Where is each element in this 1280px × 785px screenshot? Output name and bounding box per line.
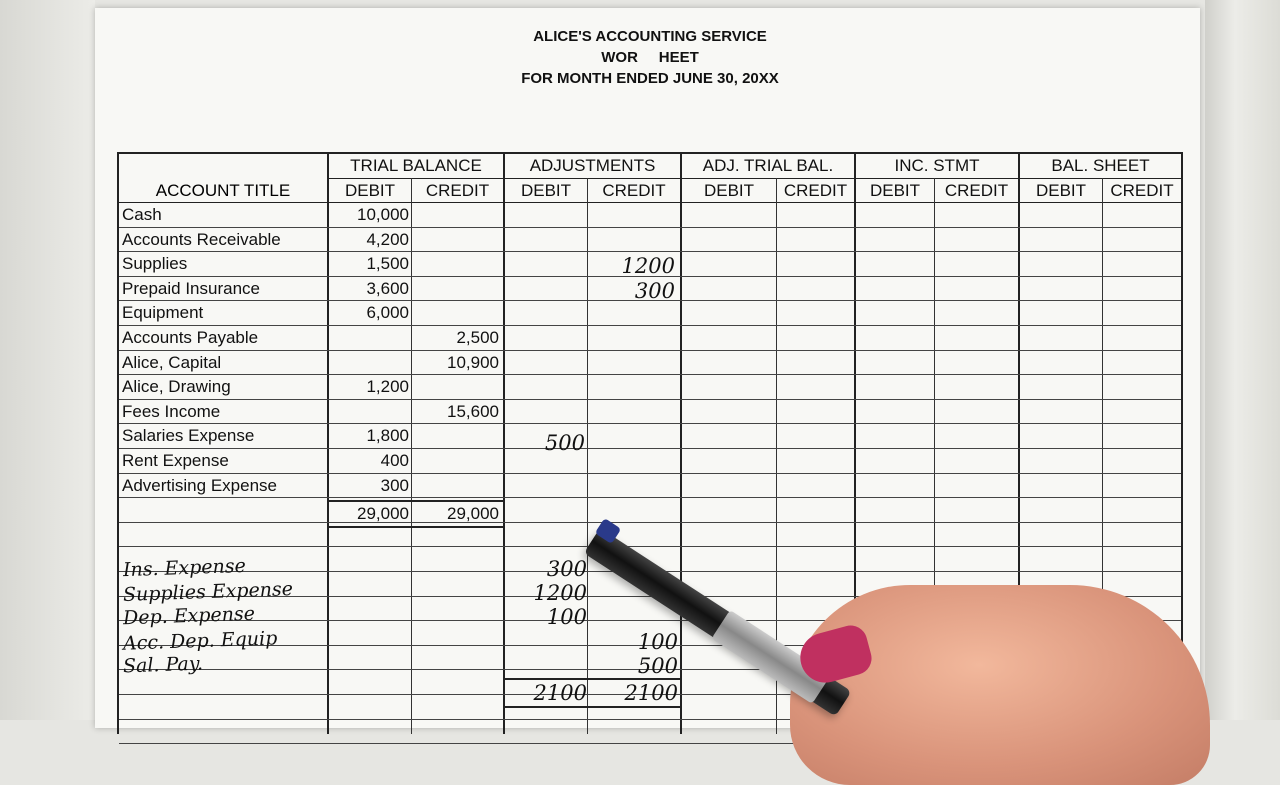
tb-total-debit: 29,000 [357, 504, 409, 523]
adj-total-debit: 2100 [533, 681, 587, 705]
tb-credit-amount [412, 252, 499, 276]
atb-group-border [680, 154, 682, 734]
tb-credit-amount [412, 228, 499, 252]
tb-credit-amount [412, 375, 499, 399]
account-name: Cash [122, 205, 162, 224]
is-credit-header: CREDIT [944, 181, 1009, 200]
tb-debit-amount [329, 351, 409, 375]
tb-debit-amount: 3,600 [366, 278, 409, 298]
account-name: Alice, Capital [122, 352, 222, 372]
tb-credit-amount: 2,500 [456, 328, 499, 347]
worksheet-header [95, 26, 1205, 89]
adj-total-credit: 2100 [624, 681, 678, 705]
account-name: Salaries Expense [122, 426, 255, 446]
atb-debit-header: DEBIT [703, 181, 755, 200]
tb-credit-amount [412, 203, 499, 227]
bs-credit-header: CREDIT [1110, 181, 1174, 200]
tb-debit-header: DEBIT [344, 181, 396, 200]
adj-debit-handwritten: 1200 [533, 581, 587, 605]
tb-credit-amount: 10,900 [447, 352, 499, 372]
account-name: Advertising Expense [122, 475, 277, 495]
adj-total-underline [505, 706, 680, 708]
tb-debit-amount: 10,000 [357, 205, 409, 224]
row-rule [119, 374, 1181, 375]
tb-debit-amount: 1,500 [366, 254, 409, 274]
document-title: WOR HEET [601, 49, 699, 66]
account-name: Rent Expense [122, 451, 229, 470]
account-name: Alice, Drawing [122, 377, 231, 397]
row-rule [119, 350, 1181, 351]
adj-credit-handwritten: 100 [637, 630, 678, 654]
header-divider-2 [119, 202, 1181, 203]
tb-debit-amount: 1,200 [366, 377, 409, 397]
background-left [0, 0, 95, 720]
handwritten-account-name: Sal. Pay. [122, 652, 204, 678]
group-title-trial-balance: TRIAL BALANCE [350, 156, 482, 175]
tb-debit-amount: 6,000 [366, 303, 409, 323]
tb-debit-amount: 300 [380, 475, 409, 495]
adj-debit-handwritten [505, 630, 587, 654]
account-name: Prepaid Insurance [122, 278, 260, 298]
row-rule [119, 546, 1181, 547]
atb-credit-header: CREDIT [783, 181, 848, 200]
group-title-adj-trial-bal: ADJ. TRIAL BAL. [702, 156, 834, 175]
tb-debit-amount: 4,200 [366, 229, 409, 249]
adj-credit-prepaid: 300 [634, 279, 675, 303]
bs-debit-header: DEBIT [1035, 181, 1087, 200]
adj-debit-handwritten: 100 [546, 605, 587, 629]
row-rule [119, 423, 1181, 424]
row-rule [119, 399, 1181, 400]
handwritten-account-name: Dep. Expense [122, 602, 256, 630]
tb-debit-amount [329, 326, 409, 350]
background-right [1205, 0, 1280, 720]
tb-credit-amount: 15,600 [447, 401, 499, 421]
tb-credit-amount [412, 474, 499, 498]
tb-credit-amount [412, 449, 499, 473]
tb-credit-amount [412, 277, 499, 301]
period-line: FOR MONTH ENDED JUNE 30, 20XX [521, 70, 779, 87]
tb-debit-amount: 1,800 [366, 426, 409, 446]
is-debit-header: DEBIT [869, 181, 921, 200]
adj-credit-header: CREDIT [602, 181, 666, 200]
adj-credit-handwritten: 500 [637, 654, 678, 678]
adj-total-rule [505, 678, 680, 680]
tb-credit-amount [412, 301, 499, 325]
group-title-inc-stmt: INC. STMT [894, 156, 980, 175]
handwritten-account-name: Acc. Dep. Equip [122, 627, 278, 655]
handwritten-account-name: Supplies Expense [122, 578, 294, 606]
row-rule [119, 448, 1181, 449]
adj-debit-handwritten [505, 654, 587, 678]
company-name: ALICE'S ACCOUNTING SERVICE [533, 28, 767, 45]
tb-credit-amount [412, 424, 499, 448]
row-rule [119, 325, 1181, 326]
group-title-adjustments: ADJUSTMENTS [529, 156, 656, 175]
account-name: Accounts Receivable [122, 229, 281, 249]
tb-total-underline [327, 526, 503, 528]
adj-debit-handwritten: 300 [546, 557, 587, 581]
group-title-bal-sheet: BAL. SHEET [1051, 156, 1150, 175]
account-name: Supplies [122, 254, 188, 274]
row-rule [119, 497, 1181, 498]
adj-debit-salaries: 500 [544, 431, 585, 455]
account-name: Fees Income [122, 401, 221, 421]
tb-total-credit: 29,000 [447, 504, 499, 523]
adj-credit-supplies: 1200 [621, 254, 675, 278]
account-name: Equipment [122, 303, 204, 323]
row-rule [119, 522, 1181, 523]
row-rule [119, 473, 1181, 474]
account-title-header: ACCOUNT TITLE [155, 181, 291, 200]
adj-debit-header: DEBIT [520, 181, 572, 200]
hand [790, 585, 1210, 785]
handwritten-account-name: Ins. Expense [122, 554, 247, 582]
tb-debit-amount [329, 400, 409, 424]
account-name: Accounts Payable [122, 328, 259, 347]
tb-credit-header: CREDIT [425, 181, 490, 200]
tb-debit-amount: 400 [380, 451, 409, 470]
adj-credit-handwritten [588, 605, 678, 629]
